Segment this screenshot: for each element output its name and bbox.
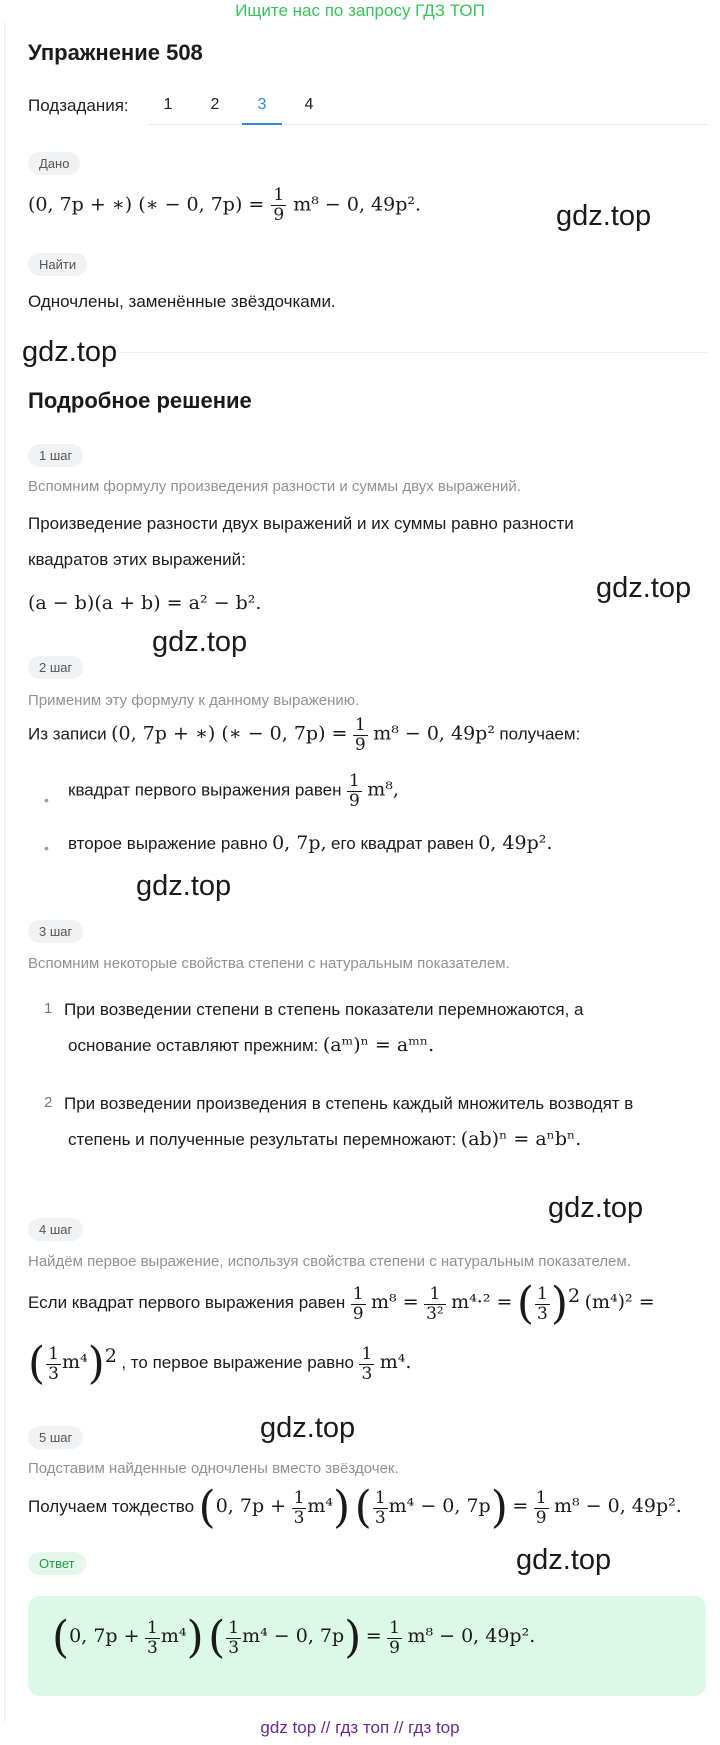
tabs-divider (148, 124, 708, 125)
watermark: gdz.top (152, 626, 248, 658)
promo-banner[interactable]: Ищите нас по запросу ГДЗ ТОП (235, 1, 485, 20)
step-1-hint: Вспомним формулу произведения разности и суммы двух выражений. (28, 478, 521, 495)
answer-chip: Ответ (28, 1552, 86, 1575)
step-2-line: Из записи (0, 7p + ∗) (∗ − 0, 7p) = $\frac{1}{9}$ m⁸ − 0, 49p² получаем: (28, 715, 581, 755)
answer-formula: (0, 7p + $\frac{1}{3}$ m⁴) ( $\frac{1}{3}$ m⁴ − 0, 7p) = $\frac{1}{9}$ m⁸ − 0, 49p². (52, 1612, 536, 1663)
page-title: Упражнение 508 (28, 40, 203, 65)
step-2-hint: Применим эту формулу к данному выражению. (28, 692, 360, 709)
bullet-dot: • (44, 792, 49, 808)
find-chip: Найти (28, 253, 87, 276)
footer-links[interactable]: gdz top // гдз топ // гдз top (260, 1718, 460, 1737)
find-text: Одночлены, заменённые звёздочками. (28, 292, 336, 311)
step-5-hint: Подставим найденные одночлены вместо звёздочек. (28, 1460, 399, 1477)
watermark: gdz.top (22, 336, 118, 368)
watermark: gdz.top (516, 1544, 612, 1576)
step-2-bullet-2: второе выражение равно 0, 7p, его квадрат равен 0, 49p². (68, 832, 553, 854)
list-number: 2 (44, 1094, 53, 1111)
step-4-hint: Найдём первое выражение, используя свойства степени с натуральным показателем. (28, 1253, 631, 1270)
step-3-item-2-line-1: При возведении произведения в степень каждый множитель возводят в (64, 1094, 634, 1113)
step-5-chip: 5 шаг (28, 1426, 83, 1449)
step-2-chip: 2 шаг (28, 656, 83, 679)
solution-title: Подробное решение (28, 388, 252, 413)
given-formula: (0, 7p + ∗) (∗ − 0, 7p) = $\frac{1}{9}$ m⁸ − 0, 49p². (28, 185, 422, 225)
watermark: gdz.top (596, 572, 692, 604)
bullet-dot: • (44, 840, 49, 856)
step-3-chip: 3 шаг (28, 920, 83, 943)
step-5-identity: Получаем тождество (0, 7p + $\frac{1}{3}$ m⁴) ( $\frac{1}{3}$ m⁴ − 0, 7p) = $\frac{1}{9}$ m⁸ − 0, 49p². (28, 1482, 682, 1533)
step-3-item-1-line-2: основание оставляют прежним: (aᵐ)ⁿ = aᵐⁿ. (68, 1034, 435, 1056)
subtask-tab-1[interactable]: 1 (163, 96, 173, 113)
subtask-tab-4[interactable]: 4 (304, 96, 314, 113)
subtask-tab-2[interactable]: 2 (210, 96, 220, 113)
section-divider (120, 352, 708, 353)
watermark: gdz.top (556, 200, 652, 232)
step-1-text-1: Произведение разности двух выражений и их суммы равно разности (28, 514, 574, 533)
subtasks-label: Подзадания: (28, 96, 129, 115)
step-2-bullet-1: квадрат первого выражения равен $\frac{1}{9}$ m⁸, (68, 771, 399, 811)
step-1-chip: 1 шаг (28, 444, 83, 467)
watermark: gdz.top (260, 1412, 356, 1444)
active-tab-indicator (242, 123, 282, 125)
step-1-text-2: квадратов этих выражений: (28, 550, 246, 569)
step-3-item-1-line-1: При возведении степени в степень показатели перемножаются, а (64, 1000, 584, 1019)
subtask-tab-3[interactable]: 3 (257, 96, 267, 113)
watermark: gdz.top (548, 1192, 644, 1224)
watermark: gdz.top (136, 870, 232, 902)
step-3-item-2-line-2: степень и полученные результаты перемножают: (ab)ⁿ = aⁿbⁿ. (68, 1128, 582, 1150)
step-3-hint: Вспомним некоторые свойства степени с натуральным показателем. (28, 955, 510, 972)
list-number: 1 (44, 1000, 53, 1017)
step-1-formula: (a − b)(a + b) = a² − b². (28, 592, 262, 614)
given-chip: Дано (28, 152, 80, 175)
step-4-line-1: Если квадрат первого выражения равен $\frac{1}{9}$ m⁸ = $\frac{1}{\text{3²}}$ m⁴·² = ( $\frac{1}{3}$ )$^2$ (m⁴)² = (28, 1278, 655, 1329)
step-4-line-2: ( $\frac{1}{3}$ m⁴)$^2$ , то первое выражение равно $\frac{1}{3}$ m⁴. (28, 1338, 412, 1389)
step-4-chip: 4 шаг (28, 1218, 83, 1241)
